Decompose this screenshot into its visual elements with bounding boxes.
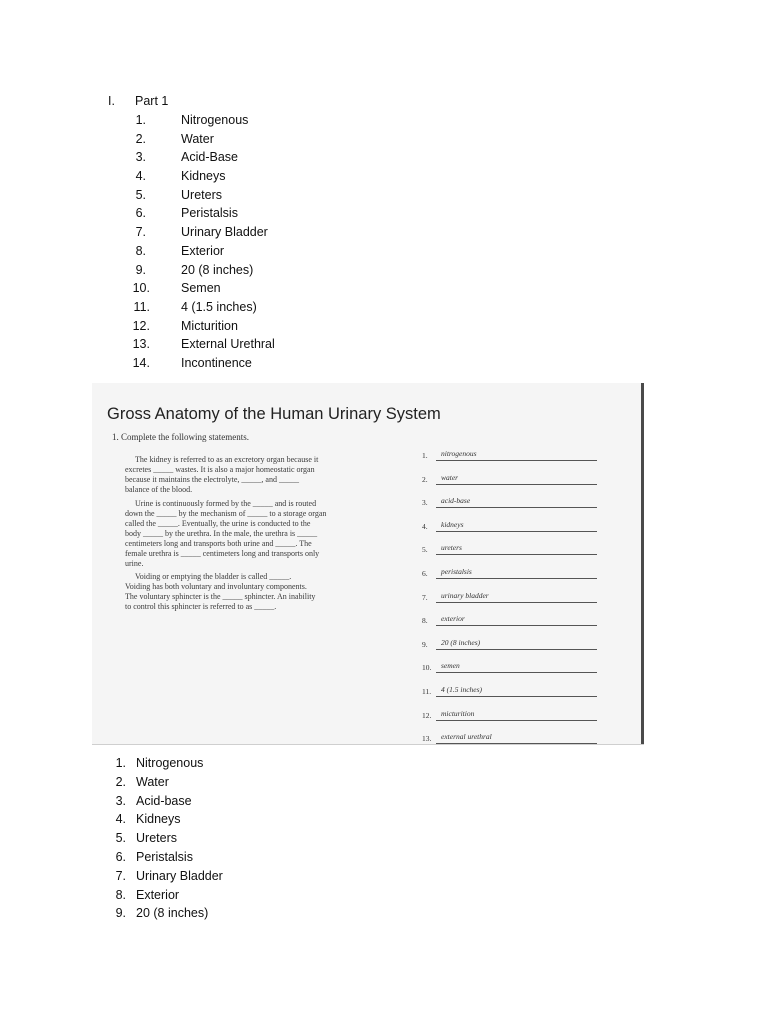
worksheet-paragraph bbox=[125, 455, 367, 495]
list-item-text: Peristalsis bbox=[181, 206, 238, 221]
blank-number: 8. bbox=[422, 616, 428, 626]
list-item-text: Nitrogenous bbox=[136, 756, 204, 770]
list-item-number: 14. bbox=[132, 355, 150, 370]
list-item-number: 5. bbox=[135, 187, 146, 202]
list-item-number: 8. bbox=[135, 243, 146, 258]
list-item-number: 1. bbox=[135, 113, 146, 127]
answer-item bbox=[115, 849, 223, 869]
list-item-number: 3. bbox=[135, 150, 146, 165]
paragraph-line: Voiding or emptying the bladder is called _____. bbox=[125, 572, 292, 581]
blank-number: 6. bbox=[422, 569, 428, 578]
blank-underline bbox=[436, 531, 597, 532]
answer-item bbox=[115, 756, 223, 775]
list-item-text: Exterior bbox=[181, 243, 225, 258]
worksheet-paragraph bbox=[125, 572, 367, 612]
list-item-number: 4. bbox=[135, 169, 146, 184]
blank-underline bbox=[436, 460, 597, 461]
answer-item bbox=[115, 868, 223, 888]
blank-number: 13. bbox=[422, 734, 432, 744]
part-roman-numeral: I. bbox=[108, 94, 115, 108]
blank-underline bbox=[436, 672, 597, 673]
list-item-number: 7. bbox=[135, 225, 146, 240]
paragraph-line: down the _____ by the mechanism of _____ to a storage organ bbox=[125, 509, 327, 518]
handwritten-answer: ureters bbox=[441, 543, 462, 553]
blank-underline bbox=[436, 578, 597, 579]
list-item-number: 9. bbox=[115, 906, 126, 921]
list-item-number: 11. bbox=[133, 299, 150, 314]
answer-item bbox=[115, 812, 223, 831]
handwritten-answer: peristalsis bbox=[441, 567, 472, 576]
handwritten-answer: water bbox=[441, 472, 459, 482]
list-item-text: Water bbox=[136, 774, 169, 789]
list-item-number: 4. bbox=[115, 812, 126, 827]
handwritten-answer: micturition bbox=[441, 708, 475, 718]
blank-number: 9. bbox=[422, 639, 428, 649]
paragraph-line: excretes _____ wastes. It is also a major homeostatic organ bbox=[125, 465, 315, 474]
handwritten-answer: semen bbox=[441, 661, 460, 671]
paragraph-line: because it maintains the electrolyte, _____, and _____ bbox=[125, 475, 299, 484]
list-item-text: Ureters bbox=[136, 831, 177, 846]
blank-number: 1. bbox=[422, 451, 428, 460]
answer-item bbox=[115, 774, 223, 794]
list-item-text: 20 (8 inches) bbox=[136, 906, 209, 921]
part-label: Part 1 bbox=[135, 94, 169, 108]
list-item-text: Urinary Bladder bbox=[181, 225, 268, 240]
answer-list-part2 bbox=[115, 756, 223, 925]
paragraph-line: urine. bbox=[125, 559, 144, 568]
answer-blank bbox=[422, 494, 597, 508]
worksheet-scan-image bbox=[92, 383, 644, 745]
list-item-number: 2. bbox=[115, 774, 126, 789]
list-item-text: Incontinence bbox=[181, 355, 252, 370]
list-item-text: 20 (8 inches) bbox=[181, 262, 254, 277]
list-item-text: Kidneys bbox=[136, 812, 181, 827]
handwritten-answer: kidneys bbox=[441, 519, 464, 529]
answer-blank bbox=[422, 471, 597, 485]
handwritten-answer: acid-base bbox=[441, 496, 471, 506]
list-item-text: Exterior bbox=[136, 887, 180, 902]
paragraph-line: called the _____. Eventually, the urine is conducted to the bbox=[125, 519, 311, 528]
blank-underline bbox=[436, 625, 597, 626]
list-item-number: 3. bbox=[115, 793, 126, 808]
list-item-text: Acid-base bbox=[136, 793, 192, 808]
list-item-text: Micturition bbox=[181, 318, 238, 333]
list-item-number: 12. bbox=[132, 318, 150, 333]
list-item-number: 8. bbox=[115, 887, 126, 902]
paragraph-line: The voluntary sphincter is the _____ sphincter. An inability bbox=[125, 592, 316, 601]
answer-blank bbox=[422, 518, 597, 532]
worksheet-paragraph bbox=[125, 499, 367, 569]
blank-number: 5. bbox=[422, 545, 428, 555]
blank-number: 4. bbox=[422, 521, 428, 531]
blank-number: 11. bbox=[422, 687, 432, 696]
list-item-number: 1. bbox=[115, 756, 126, 770]
answer-blank bbox=[422, 707, 597, 721]
answer-item bbox=[115, 793, 223, 813]
blank-underline bbox=[436, 484, 597, 485]
list-item-text: Semen bbox=[181, 281, 221, 296]
blank-underline bbox=[436, 696, 597, 697]
blank-number: 12. bbox=[422, 710, 432, 720]
paragraph-line: The kidney is referred to as an excretory organ because it bbox=[125, 455, 319, 464]
list-item-number: 13. bbox=[132, 337, 150, 352]
list-item-number: 2. bbox=[135, 131, 146, 146]
worksheet-instruction: 1. Complete the following statements. bbox=[112, 432, 249, 442]
handwritten-answer: urinary bladder bbox=[441, 590, 489, 600]
list-item-text: Acid-Base bbox=[181, 150, 238, 165]
paragraph-line: body _____ by the urethra. In the male, the urethra is _____ bbox=[125, 529, 318, 538]
list-item-text: Water bbox=[181, 131, 214, 146]
list-item-text: Nitrogenous bbox=[181, 113, 249, 127]
list-item-number: 10. bbox=[132, 281, 150, 296]
blank-underline bbox=[436, 602, 597, 603]
blank-underline bbox=[436, 720, 597, 721]
answer-blank bbox=[422, 636, 597, 650]
paragraph-line: Voiding has both voluntary and involuntary components. bbox=[125, 582, 307, 591]
handwritten-answer: 4 (1.5 inches) bbox=[441, 685, 483, 694]
paragraph-line: balance of the blood. bbox=[125, 485, 193, 494]
scan-edge-line bbox=[641, 383, 644, 745]
list-item-text: External Urethral bbox=[181, 337, 275, 352]
handwritten-answer: external urethral bbox=[441, 732, 492, 742]
answer-blank bbox=[422, 541, 597, 555]
answer-blank bbox=[422, 447, 597, 461]
blank-underline bbox=[436, 554, 597, 555]
answer-blank bbox=[422, 683, 597, 697]
handwritten-answer: exterior bbox=[441, 614, 465, 624]
paragraph-line: centimeters long and transports both urine and _____. The bbox=[125, 539, 312, 548]
list-item-text: Ureters bbox=[181, 187, 222, 202]
blank-number: 3. bbox=[422, 498, 428, 508]
answer-blank bbox=[422, 730, 597, 744]
paragraph-line: to control this sphincter is referred to as _____. bbox=[125, 602, 277, 611]
list-item-number: 5. bbox=[115, 831, 126, 846]
blank-underline bbox=[436, 649, 597, 650]
list-item-text: 4 (1.5 inches) bbox=[181, 299, 257, 314]
answer-item bbox=[115, 887, 223, 907]
list-item-text: Kidneys bbox=[181, 169, 226, 184]
blank-number: 7. bbox=[422, 592, 428, 602]
answer-blank bbox=[422, 589, 597, 603]
answer-blank bbox=[422, 659, 597, 673]
scan-bottom-line bbox=[92, 744, 644, 745]
paragraph-line: Urine is continuously formed by the _____ and is routed bbox=[125, 499, 317, 508]
blank-underline bbox=[436, 507, 597, 508]
list-item-number: 9. bbox=[135, 262, 146, 277]
blank-number: 10. bbox=[422, 663, 432, 673]
list-item-text: Peristalsis bbox=[136, 849, 193, 864]
list-item-number: 6. bbox=[135, 206, 146, 221]
answer-item bbox=[115, 906, 223, 925]
list-item-text: Urinary Bladder bbox=[136, 868, 223, 883]
handwritten-answer: 20 (8 inches) bbox=[441, 637, 481, 647]
blank-number: 2. bbox=[422, 474, 428, 484]
worksheet-title: Gross Anatomy of the Human Urinary System bbox=[107, 405, 441, 423]
list-item-number: 6. bbox=[115, 849, 126, 864]
answer-item bbox=[115, 831, 223, 850]
answer-blank bbox=[422, 612, 597, 626]
list-item-number: 7. bbox=[115, 868, 126, 883]
handwritten-answer: nitrogenous bbox=[441, 449, 477, 458]
paragraph-line: female urethra is _____ centimeters long and transports only bbox=[125, 549, 320, 558]
answer-blank bbox=[422, 565, 597, 579]
